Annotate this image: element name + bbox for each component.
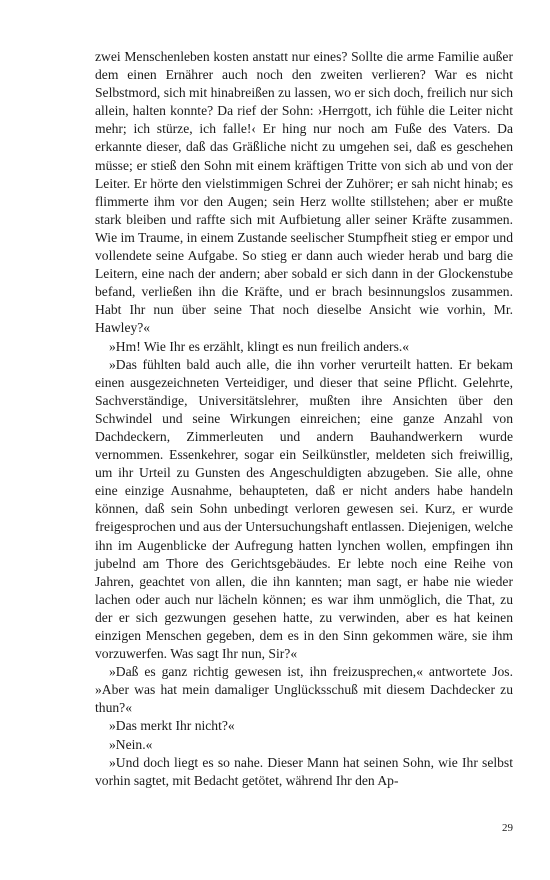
body-text — [95, 48, 513, 790]
paragraph-5: »Das merkt Ihr nicht?« — [109, 718, 235, 734]
paragraph-7: »Und doch liegt es so nahe. Dieser Mann hat seinen Sohn, wie Ihr selbst vorhin sagtet, mit Bedacht getötet, während Ihr den Ap- — [95, 754, 513, 788]
paragraph-3: »Das fühlten bald auch alle, die ihn vorher verurteilt hatten. Er bekam einen ausgezeichneten Verteidiger, und dieser that seine Pflicht. Gelehrte, Sachverständige, Universitätslehrer, mußten ihre Ansichten über den Schwindel und seine Wirkungen einreichen; eine ganze Anzahl von Dachdeckern, Zimmerleuten und andern Bauhandwerkern wurde vernommen. Essenkehrer, sogar ein Seilkünstler, meldeten sich freiwillig, um ihr Urteil zu Gunsten des Angeschuldigten abzugeben. Sie alle, ohne eine einzige Ausnahme, behaupteten, daß er nicht anders habe handeln können, daß sein Sohn unbedingt verloren gewesen sei. Kurz, er wurde freigesprochen und aus der Untersuchungshaft entlassen. Diejenigen, welche ihn im Augenblicke der Aufregung hatten lynchen wollen, empfingen ihn jubelnd am Thore des Gerichtsgebäudes. Er lebte noch eine Reihe von Jahren, geachtet von allen, die ihn kannten; man sagt, er habe nie wieder lachen oder auch nur lächeln können; es war ihm unmöglich, die That, zu der er sich gezwungen gesehen hatte, zu verwinden, aber es hat keinen einzigen Menschen gegeben, dem es in den Sinn gekommen wäre, sie ihm vorzuwerfen. Was sagt Ihr nun, Sir?« — [95, 356, 513, 662]
paragraph-6: »Nein.« — [109, 736, 153, 752]
paragraph-2: »Hm! Wie Ihr es erzählt, klingt es nun freilich anders.« — [109, 338, 410, 354]
paragraph-4: »Daß es ganz richtig gewesen ist, ihn freizusprechen,« antwortete Jos. »Aber was hat mein damaliger Unglücksschuß mit diesem Dachdecker zu thun?« — [95, 664, 513, 716]
page-number: 29 — [502, 822, 513, 834]
paragraph-1: zwei Menschenleben kosten anstatt nur eines? Sollte die arme Familie außer dem einen Ernährer auch noch den zweiten verlieren? War es nicht Selbstmord, sich mit hinabreißen zu lassen, wo er sich doch, freilich nur sich allein, halten konnte? Da rief der Sohn: ›Herrgott, ich fühle die Leiter nicht mehr; ich stürze, ich falle!‹ Er hing nur noch am Fuße des Vaters. Da erkannte dieser, daß das Gräßliche nicht zu umgehen sei, daß es geschehen müsse; er stieß den Sohn mit einem kräftigen Tritte von sich ab und von der Leiter. Er hörte den vielstimmigen Schrei der Zuhörer; er sah nicht hinab; es flimmerte ihm vor den Augen; sein Herz wollte stillstehen; aber er mußte stark bleiben und raffte sich mit Aufbietung aller seiner Kräfte zusammen. Wie im Traume, in einem Zustande seelischer Stumpfheit stieg er empor und vollendete seine Aufgabe. So stieg er dann auch wieder herab und barg die Leitern, eine nach der andern; aber sobald er sich dann in der Glockenstube befand, verließen ihn die Kräfte, und er brach besinnungslos zusammen. Habt Ihr nun über seine That noch dieselbe Ansicht wie vorhin, Mr. Hawley?« — [95, 49, 513, 336]
